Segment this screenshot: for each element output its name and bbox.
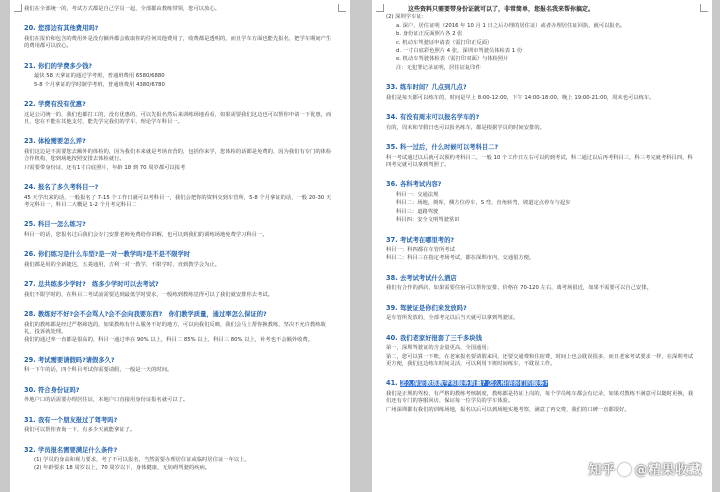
question-title: 你们的学费多少钱?: [38, 62, 93, 70]
page-corner-mark: [376, 4, 384, 12]
question-number: 29.: [24, 355, 36, 364]
question-title: 体检需要怎么弄?: [38, 138, 86, 146]
answer-paragraph: 科目一的话，您报名过后我们会专门安排老师免费给你讲解，也可以到我们的训练场地免费学习科目一。: [24, 231, 268, 238]
question-heading: [24, 211, 336, 230]
question-number: 34.: [386, 113, 398, 122]
answer-paragraph: 第二，您可以算一下账，在老家报名要请假来回，还要交通费和住宿费，时间上也会耽误很多，而且老家考试要求一样，在深圳考试更方便，我们这边练车时间灵活，可以利用下班时间练车，不耽误工作。: [386, 353, 694, 367]
list-item-text: b. 身份证正反面照片各 2 张: [396, 31, 463, 38]
answer-paragraph: 外地户口的话需要办理居住证，本地户口直接用身份证报名就可以了。: [24, 397, 189, 404]
question-number: 31.: [24, 415, 36, 424]
list-item-text: 注：无犯罪记录证明，居住证复印件: [396, 64, 481, 71]
answer-paragraph: 我们是正规的驾校，有严格的教练考核制度，教练都是持证上岗的，每个学员练车都会有记录，如果对教练不满意可以随时更换，我们还有专门的客服回访，保证每一位学员的学车体验。: [386, 390, 694, 405]
question-number: 28.: [24, 310, 36, 319]
question-number: 35.: [386, 143, 398, 152]
question-heading: [24, 347, 336, 366]
question-heading: [386, 370, 698, 389]
list-item-text: d. 一寸白底彩色照片 4 张，深圳市驾驶员体检表 1 份: [396, 48, 523, 55]
question-number: 41.: [386, 379, 398, 388]
question-title: 有没有周末可以报名学车的?: [400, 114, 480, 122]
question-heading: [24, 407, 336, 426]
list-item-text: (2) 年龄要求 18 周岁以上，70 周岁以下，身体健康，无妨碍驾驶的疾病。: [34, 465, 211, 472]
document-page-left: [10, 0, 350, 492]
answer-paragraph: 只需要带身份证，还有1寸白底照片，年龄 18 到 70 周岁都可以报考: [24, 164, 186, 171]
question-number: 38.: [386, 273, 398, 282]
question-heading: [386, 265, 698, 284]
question-title: 考试需要请假吗?请假多久?: [38, 356, 115, 364]
question-title: 符合身份证吗?: [38, 386, 80, 394]
list-item-text: c. 机动车驾驶证申请表（需打印正反面）: [396, 39, 493, 46]
list-item-text: 5-8 个月拿证的学时制学考班，普通班费用 4380/6780: [34, 81, 165, 88]
answer-paragraph: 科目二：科目三在指定考场考试，都在深圳市内，交通很方便。: [386, 255, 535, 262]
question-title: 您那边有其他费用吗?: [38, 25, 99, 33]
question-title: 考试考在哪里考的?: [400, 236, 455, 244]
answer-paragraph: 第一，深圳驾驶证的含金量更高，全国通用；: [386, 345, 492, 352]
answer-paragraph: 这是公司统一的，我们也都打工的，没有优惠的，可以先报名然后来训练场地看看，如果需要我们这边也可以帮你申请一下优惠，而且，您在不能在其他支付，能先学完我们的学车，理论学车科目一。: [24, 111, 332, 125]
question-title: 教练好不好?会不会骂人?会不会向我要东西? 你们教学质量，通过率怎么保证的?: [38, 311, 267, 319]
answer-paragraph: 我们的通过率一直都是很高的，科目一通过率在 90% 以上，科目二 85% 以上，科目三 80% 以上，补考也不会额外收费。: [24, 337, 314, 344]
answer-paragraph: 我们这边是不需要您去额外的体检的，因为我们本来就是考场直营的，包括你来学，您体检的话都是免费的，因为我们有专门的体检合作机构，您到场地按照安排去体检就行。: [24, 148, 332, 163]
question-heading: [386, 295, 698, 314]
question-number: 23.: [24, 137, 36, 146]
document-page-right: [372, 0, 712, 492]
question-heading: [24, 301, 336, 320]
list-item-text: 科目三：道路驾驶: [396, 208, 439, 215]
answer-paragraph: 我们是每天都可以练车的，时间是早上 8:00-12:00，下午 14:00-18:00，晚上 19:00-21:00，周末也可以练车。: [386, 94, 655, 101]
zhihu-logo-icon: [618, 463, 631, 476]
question-number: 26.: [24, 250, 36, 259]
answer-paragraph: 我们不限学时的，在科目二考试前需要达到最低学时要求，一般练到教练觉得可以了我们就安排你去考试。: [24, 291, 273, 298]
answer-paragraph: 科目一：科四都在车管所考试: [386, 247, 455, 253]
list-item-text: (1) 学员的身高和视力要求，考了不可以报名，当然需要办理居住证或临时居住证一年以上。: [34, 457, 250, 464]
answer-paragraph: 我们都是用的全新捷达，五菱通用，吉利一对一教学，不限学时，直到教学会为止。: [24, 261, 220, 268]
question-heading: [386, 134, 698, 153]
page-right-content: [386, 14, 698, 414]
watermark-site: 知乎: [588, 463, 616, 478]
question-heading: [386, 74, 698, 93]
question-number: 37.: [386, 235, 398, 244]
page-corner-mark: [338, 4, 346, 12]
answer-paragraph: 我们有合作的酒店，如果需要住宿可以帮你安排，价格在 70-120 左右，离考场很近，如果不需要可以自己安排。: [386, 285, 652, 292]
question-heading: [386, 227, 698, 246]
question-heading: [24, 15, 336, 34]
answer-paragraph: 我们的教练都是经过严格筛选的，如果教练有什么服务不好的地方，可以向我们反映，我们会马上帮你换教练，坚决不允许教练收礼，投诉就处理。: [24, 321, 326, 335]
question-heading: [24, 437, 336, 456]
question-heading: [24, 174, 336, 193]
question-title: 怎么保证教练教学和服务质量? 怎么相信你们的服务?: [400, 380, 549, 388]
question-title: 你们练习是什么车型?是一对一教学吗?是不是不限学时: [38, 251, 191, 259]
question-title: 我们老家好报套了三千多块钱: [400, 334, 482, 342]
page-corner-mark: [700, 4, 708, 12]
question-title: 总共练多少学时? 练多少学时可以去考试?: [38, 281, 159, 289]
question-number: 33.: [386, 83, 398, 92]
answer-paragraph: 45 天学出来的话，一般报名了 7-15 个工作日就可以考科目一，我们会把你的资料交到车管所，5-8 个月拿证的话，一般 20-30 天考完科目一，科目二大概是 1-2 个月考完科目二: [24, 194, 332, 208]
watermark-author: @精果收藏: [634, 463, 702, 478]
question-heading: [24, 271, 336, 290]
question-number: 40.: [386, 333, 398, 342]
list-item-text: e. 机动车驾驶体检表（需打印双面）与体检照片: [396, 56, 509, 63]
question-title: 学员报名需要满足什么条件?: [38, 446, 118, 454]
question-heading: [24, 128, 336, 147]
answer-paragraph: 科一下午的话，四个科目考试你需要请假，一般是一天的时间。: [24, 367, 173, 374]
answer-paragraph: 科一考试通过以后就可以预约考科目二，一般 10 个工作日左右可以约到考试，科二通过以后再考科目三，科三考完就考科目四，科四考完就可以拿到驾照了。: [386, 154, 693, 168]
list-item-text: 科目一：交通法规: [396, 191, 439, 198]
question-title: 驾驶证是你们来发放吗?: [400, 304, 467, 312]
question-title: 科目一怎么练习?: [38, 221, 86, 229]
question-number: 20.: [24, 24, 36, 33]
question-heading: [24, 53, 336, 72]
question-number: 24.: [24, 183, 36, 192]
question-heading: [386, 171, 698, 190]
question-title: 我有一个朋友报过了驾考吗?: [38, 416, 118, 424]
question-title: 去考试考试什么酒店: [400, 274, 457, 282]
question-heading: [24, 241, 336, 260]
page-banner-text: 这些资料只需要带身份证就可以了，非常简单，您报名我来帮你搞定。: [408, 6, 595, 13]
question-number: 36.: [386, 180, 398, 189]
page-left-content: [24, 6, 336, 473]
question-heading: [24, 91, 336, 110]
answer-paragraph: 广州深圳都有我们的训练场地，报名以后可以到场地实地考察，满意了再交费，我们的口碑一直都很好。: [386, 406, 630, 413]
answer-paragraph: 是车管所发放的，全部考完以后当天就可以拿到驾驶证。: [386, 315, 519, 322]
list-item-text: 科目二：场地，倒库，侧方位停车，S 弯，直角转弯，坡道定点停车与起步: [396, 200, 571, 207]
question-heading: [386, 104, 698, 123]
answer-paragraph: (2) 深圳学车证：: [386, 14, 427, 21]
question-number: 32.: [24, 445, 36, 454]
answer-paragraph: 我们在全部统一的，考试方式都是自己学员一起，全部都由教练带领，您可以放心。: [24, 6, 220, 12]
answer-paragraph: 我们可以帮你查询一下，有多少天就能拿证了。: [24, 427, 136, 434]
list-item-text: 科目四：安全文明驾驶常识: [396, 217, 460, 224]
question-number: 39.: [386, 303, 398, 312]
question-title: 报名了多久考科目一?: [38, 184, 99, 192]
question-title: 各科考试内容?: [400, 181, 442, 189]
answer-paragraph: 我们在报价和包含的费用外是没有额外都会收取你的任何其他费用了，收费都是透明的，而且学车方面也能先报名，把学车期间产生的费用都可以放心。: [24, 35, 332, 50]
question-number: 27.: [24, 280, 36, 289]
question-number: 21.: [24, 61, 36, 70]
question-title: 练车时间？几点到几点?: [400, 84, 467, 92]
question-number: 30.: [24, 385, 36, 394]
question-heading: [386, 325, 698, 344]
question-number: 22.: [24, 100, 36, 109]
question-heading: [24, 377, 336, 396]
watermark: [588, 459, 702, 478]
question-number: 25.: [24, 220, 36, 229]
list-item-text: 最快 58 天拿证的通过学考班，普通班费用 6580/6880: [34, 73, 165, 80]
page-corner-mark: [14, 4, 22, 12]
answer-paragraph: 有的，周末和节假日也可以报名练车，都是根据学员的时间安排的。: [386, 124, 545, 131]
question-title: 学费有没有优惠?: [38, 101, 86, 109]
list-item-text: a. 深户，居住证明（2016 年 10 月 1 日之后办理的居住证）或者办理居住证回执，就可以报名。: [396, 22, 626, 29]
question-title: 科一过后，什么时候可以考科目二?: [400, 144, 499, 152]
